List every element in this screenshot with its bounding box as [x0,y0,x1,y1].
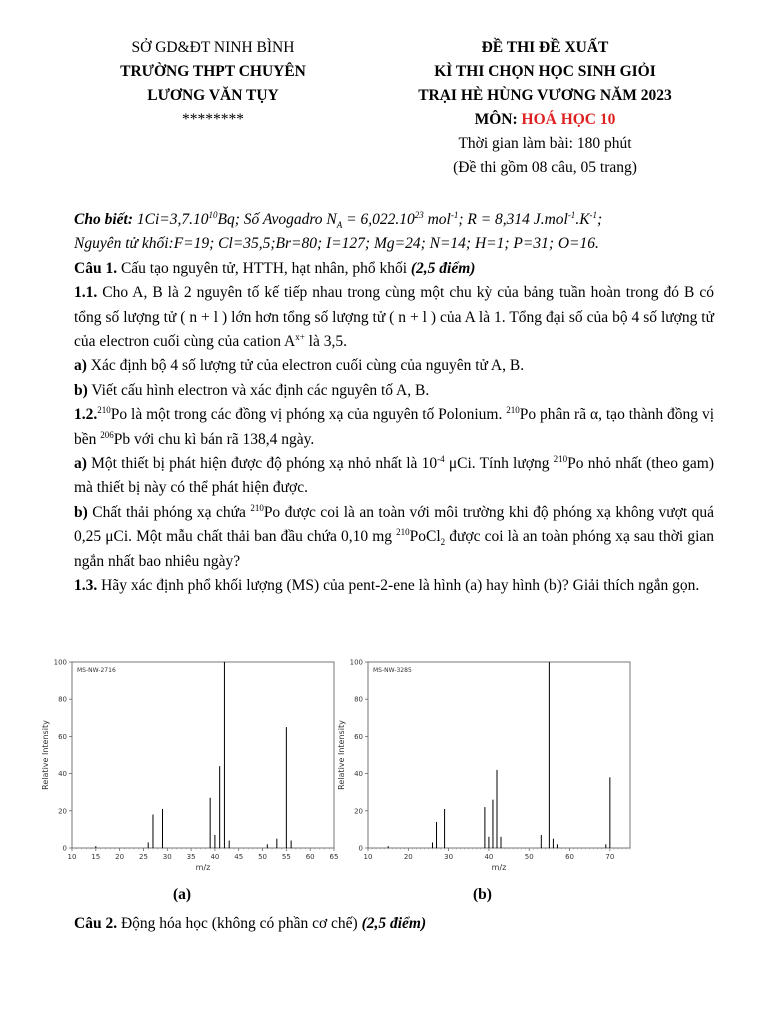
part-label: 1.1. [74,284,98,302]
y-axis-label: Relative Intensity [41,720,50,790]
y-tick-label: 80 [58,695,67,704]
question-1-heading [74,257,714,281]
isotope-sup: 206 [100,429,114,440]
part-text: được coi là an toàn phóng xạ sau thời gian ngắn nhất bao nhiêu ngày? [74,528,715,570]
atomic-masses: Nguyên tử khối:F=19; Cl=35,5;Br=80; I=127; Mg=24; N=14; H=1; P=31; O=16. [74,235,599,253]
given-sub: A [336,220,343,231]
part-label: 1.3. [74,577,98,595]
part-label: b) [74,503,88,521]
part-text: Po được coi là an toàn với môi trường khi độ phóng xạ không vượt quá 0,25 μCi. Một mẫu chất thải ban đầu chứa 0,10 mg [74,503,715,546]
formula-sub: 2 [440,537,446,548]
question-2-points: (2,5 điểm) [361,915,427,932]
part-1-2-a [74,452,714,501]
x-tick-label: 30 [444,853,454,861]
x-tick-label: 60 [565,853,574,861]
plot-frame [368,662,630,848]
isotope-sup: 210 [250,502,264,513]
exam-header [380,36,710,180]
school-name-line2: LƯƠNG VĂN TỤY [147,87,279,104]
isotope-sup: 210 [97,405,111,416]
caption-b: (b) [473,886,492,903]
exam-time: Thời gian làm bài: 180 phút [458,135,632,152]
given-sup: -1 [589,209,598,220]
x-tick-label: 60 [305,853,315,861]
plot-frame [72,662,334,848]
school-name-line1: TRƯỜNG THPT CHUYÊN [120,63,306,80]
y-tick-label: 0 [62,844,67,853]
x-tick-label: 40 [484,853,494,861]
x-tick-label: 65 [329,853,339,861]
y-tick-label: 60 [354,732,363,741]
given-text: mol [423,211,451,228]
x-tick-label: 10 [363,853,373,861]
part-text: Viết cấu hình electron và xác định các nguyên tố A, B. [87,381,430,399]
department-name: SỞ GD&ĐT NINH BÌNH [131,39,295,56]
part-text: Hãy xác định phổ khối lượng (MS) của pent-2-ene là hình (a) hay hình (b)? Giải thích ngắn gọn. [97,577,700,595]
mass-spectra [36,650,736,880]
y-axis-label: Relative Intensity [337,720,346,790]
given-sup: 10 [208,209,218,220]
x-tick-label: 70 [605,853,615,861]
y-tick-label: 20 [354,807,363,816]
y-tick-label: 40 [354,770,363,779]
given-text: ; [597,211,603,228]
isotope-sup: 210 [396,527,410,538]
header-stars: ******** [182,111,244,128]
x-tick-label: 25 [138,853,148,861]
x-tick-label: 50 [524,853,534,861]
given-text: ; R = 8,314 J.mol [458,211,568,228]
x-tick-label: 30 [162,853,172,861]
given-sup: -1 [450,209,459,220]
part-text: Xác định bộ 4 số lượng tử của electron cuối cùng của nguyên tử A, B. [86,357,525,375]
question-1-title: Cấu tạo nguyên tử, HTTH, hạt nhân, phổ khối [117,259,411,277]
isotope-sup: 210 [506,405,520,416]
x-axis-label: m/z [195,863,211,872]
y-tick-label: 60 [58,732,67,741]
part-text: Po nhỏ nhất (theo gam) mà thiết bị này có thể phát hiện được. [74,455,714,497]
given-text: = 6,022.10 [342,211,415,228]
isotope-sup: 210 [553,453,568,464]
exam-subject [380,108,710,132]
question-1-points: (2,5 điểm) [410,259,476,277]
y-tick-label: 100 [349,658,363,667]
exam-body [74,208,714,599]
x-tick-label: 20 [115,853,125,861]
exam-camp: TRẠI HÈ HÙNG VƯƠNG NĂM 2023 [418,87,672,104]
given-text: 1Ci=3,7.10 [136,211,209,228]
given-sup: -1 [567,209,576,220]
part-text: là 3,5. [304,333,347,351]
mass-spectrum-a [36,650,346,875]
given-constants [74,208,714,232]
school-header [88,36,338,132]
x-axis-label: m/z [491,863,507,872]
part-text: Po phân rã α, tạo thành đồng vị bền [74,406,714,448]
question-1-label: Câu 1. [74,259,118,277]
given-label: Cho biết: [74,211,137,228]
x-tick-label: 45 [234,853,244,861]
part-text: Cho A, B là 2 nguyên tố kế tiếp nhau trong cùng một chu kỳ của bảng tuần hoàn trong đó B có tổng số lượng tử ( n + l ) lớn hơn tổng số lượng tử ( n + l ) của A là 1. Tổng đại số của bộ 4 số lượng tử của electron cuối cùng của cation A [74,284,714,351]
part-text: Chất thải phóng xạ chứa [87,503,251,521]
mass-spectrum-b [329,650,642,875]
exam-pages: (Đề thi gồm 08 câu, 05 trang) [453,159,637,176]
part-1-1-a [74,354,714,378]
y-tick-label: 20 [58,807,67,816]
x-tick-label: 15 [91,853,101,861]
subject-label: MÔN: [474,111,522,128]
part-1-1-b [74,379,714,403]
exponent-sup: -4 [437,453,445,464]
part-text: PoCl [409,528,441,546]
x-tick-label: 35 [186,853,196,861]
x-tick-label: 10 [67,853,77,861]
part-1-2 [74,403,714,452]
part-text: Pb với chu kì bán rã 138,4 ngày. [113,430,315,448]
y-tick-label: 40 [58,770,67,779]
part-label: a) [74,455,87,473]
part-text: Po là một trong các đồng vị phóng xạ của nguyên tố Polonium. [110,406,507,424]
spectrum-id-label: MS-NW-2716 [77,667,116,674]
x-tick-label: 40 [210,853,220,861]
exam-type: ĐỀ THI ĐỀ XUẤT [481,39,609,56]
spectrum-id-label: MS-NW-3285 [373,667,412,674]
part-1-1 [74,281,714,354]
y-tick-label: 100 [53,658,67,667]
question-2-heading [74,912,714,936]
subject-value: HOÁ HỌC 10 [521,111,616,128]
part-label: b) [74,381,88,399]
question-2-title: Động hóa học (không có phần cơ chế) [117,915,362,932]
part-text: μCi. Tính lượng [444,455,554,473]
given-text: Bq; Số Avogadro N [217,211,337,228]
exam-name: KÌ THI CHỌN HỌC SINH GIỎI [434,63,656,80]
given-sup: 23 [414,209,424,220]
part-1-2-b [74,501,714,574]
part-label: a) [74,357,87,375]
question-2-label: Câu 2. [74,915,118,932]
part-label: 1.2. [74,406,98,424]
y-tick-label: 80 [354,695,363,704]
given-text: .K [575,211,590,228]
x-tick-label: 55 [281,853,291,861]
part-1-3 [74,574,714,598]
y-tick-label: 0 [358,844,363,853]
charge-sup: x+ [295,331,305,342]
part-text: Một thiết bị phát hiện được độ phóng xạ nhỏ nhất là 10 [86,455,438,473]
x-tick-label: 50 [258,853,268,861]
x-tick-label: 20 [403,853,413,861]
caption-a: (a) [173,886,192,903]
